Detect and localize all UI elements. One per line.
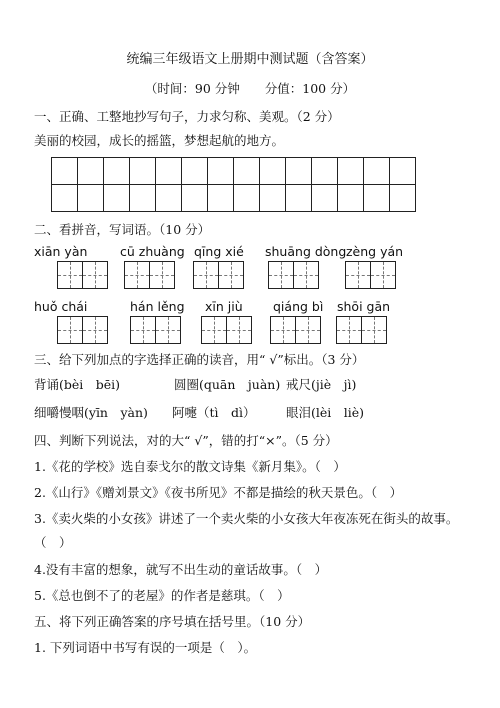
grid-cell[interactable] xyxy=(390,185,416,212)
section-3-heading: 三、给下列加点的字选择正确的读音，用“ √”标出。（3 分） xyxy=(34,352,365,367)
answer-box-1[interactable] xyxy=(57,261,108,289)
answer-box-10[interactable] xyxy=(336,316,387,344)
reading-choice-5[interactable]: 阿嚏（tì dì） xyxy=(172,405,256,420)
section-1-heading: 一、正确、工整地抄写句子，力求匀称、美观。（2 分） xyxy=(34,109,340,124)
grid-cell[interactable] xyxy=(234,158,260,185)
pinyin-2: cū zhuàng xyxy=(120,244,185,259)
copy-writing-grid[interactable] xyxy=(51,157,416,212)
pinyin-6: huǒ chái xyxy=(34,299,88,314)
grid-cell[interactable] xyxy=(338,158,364,185)
judge-question-3[interactable]: 3.《卖火柴的小女孩》讲述了一个卖火柴的小女孩大年夜冻死在街头的故事。 xyxy=(34,511,459,526)
reading-choice-6[interactable]: 眼泪(lèi liè) xyxy=(286,405,365,420)
grid-cell[interactable] xyxy=(364,158,390,185)
grid-cell[interactable] xyxy=(78,158,104,185)
exam-meta: （时间：90 分钟 分值：100 分） xyxy=(144,81,356,96)
grid-cell[interactable] xyxy=(234,185,260,212)
answer-box-6[interactable] xyxy=(57,316,108,344)
grid-cell[interactable] xyxy=(286,185,312,212)
page-title: 统编三年级语文上册期中测试题（含答案） xyxy=(126,52,374,67)
grid-cell[interactable] xyxy=(286,158,312,185)
pinyin-1: xiān yàn xyxy=(34,244,88,259)
grid-cell[interactable] xyxy=(104,158,130,185)
grid-cell[interactable] xyxy=(260,158,286,185)
reading-choice-3[interactable]: 戒尺(jiè jì) xyxy=(286,377,357,392)
grid-cell[interactable] xyxy=(104,185,130,212)
grid-cell[interactable] xyxy=(208,185,234,212)
grid-cell[interactable] xyxy=(52,158,78,185)
grid-cell[interactable] xyxy=(390,158,416,185)
grid-cell[interactable] xyxy=(78,185,104,212)
grid-cell[interactable] xyxy=(312,158,338,185)
grid-cell[interactable] xyxy=(182,158,208,185)
grid-cell[interactable] xyxy=(260,185,286,212)
pinyin-3: qīng xié xyxy=(194,244,244,259)
pinyin-7: hán lěng xyxy=(130,299,185,314)
grid-cell[interactable] xyxy=(182,185,208,212)
pinyin-9: qiáng bì xyxy=(273,299,324,314)
section-5-heading: 五、将下列正确答案的序号填在括号里。（10 分） xyxy=(34,614,311,629)
reading-choice-4[interactable]: 细嚼慢咽(yīn yàn) xyxy=(34,405,148,420)
answer-box-2[interactable] xyxy=(124,261,175,289)
judge-question-5[interactable]: 5.《总也倒不了的老屋》的作者是慈琪。（ ） xyxy=(34,588,290,603)
section-4-heading: 四、判断下列说法，对的大“ √”，错的打“×”。（5 分） xyxy=(34,433,338,448)
grid-cell[interactable] xyxy=(208,158,234,185)
grid-cell[interactable] xyxy=(364,185,390,212)
answer-box-5[interactable] xyxy=(345,261,396,289)
reading-choice-2[interactable]: 圆圈(quān juàn) xyxy=(174,377,281,392)
answer-box-7[interactable] xyxy=(130,316,181,344)
grid-cell[interactable] xyxy=(52,185,78,212)
grid-cell[interactable] xyxy=(130,185,156,212)
grid-cell[interactable] xyxy=(312,185,338,212)
grid-cell[interactable] xyxy=(156,158,182,185)
reading-choice-1[interactable]: 背诵(bèi bēi) xyxy=(34,377,121,392)
answer-box-8[interactable] xyxy=(201,316,252,344)
grid-cell[interactable] xyxy=(338,185,364,212)
pinyin-10: shōi gān xyxy=(337,299,391,314)
judge-question-2[interactable]: 2.《山行》《赠刘景文》《夜书所见》不都是描绘的秋天景色。（ ） xyxy=(34,485,403,500)
answer-box-4[interactable] xyxy=(268,261,319,289)
judge-question-4[interactable]: 4.没有丰富的想象，就写不出生动的童话故事。（ ） xyxy=(34,562,328,577)
judge-question-3-blank[interactable]: （ ） xyxy=(34,535,72,550)
answer-box-3[interactable] xyxy=(193,261,244,289)
answer-box-9[interactable] xyxy=(270,316,321,344)
choice-question-1[interactable]: 1. 下列词语中书写有误的一项是（ ）。 xyxy=(34,640,257,655)
section-2-heading: 二、看拼音，写词语。（10 分） xyxy=(34,222,211,237)
copy-sentence: 美丽的校园，成长的摇篮，梦想起航的地方。 xyxy=(34,133,285,148)
pinyin-5: zèng yán xyxy=(346,244,404,259)
pinyin-8: xīn jiù xyxy=(205,299,243,314)
grid-cell[interactable] xyxy=(156,185,182,212)
grid-cell[interactable] xyxy=(130,158,156,185)
pinyin-4: shuāng dòng xyxy=(265,244,347,259)
judge-question-1[interactable]: 1.《花的学校》选自泰戈尔的散文诗集《新月集》。（ ） xyxy=(34,459,346,474)
